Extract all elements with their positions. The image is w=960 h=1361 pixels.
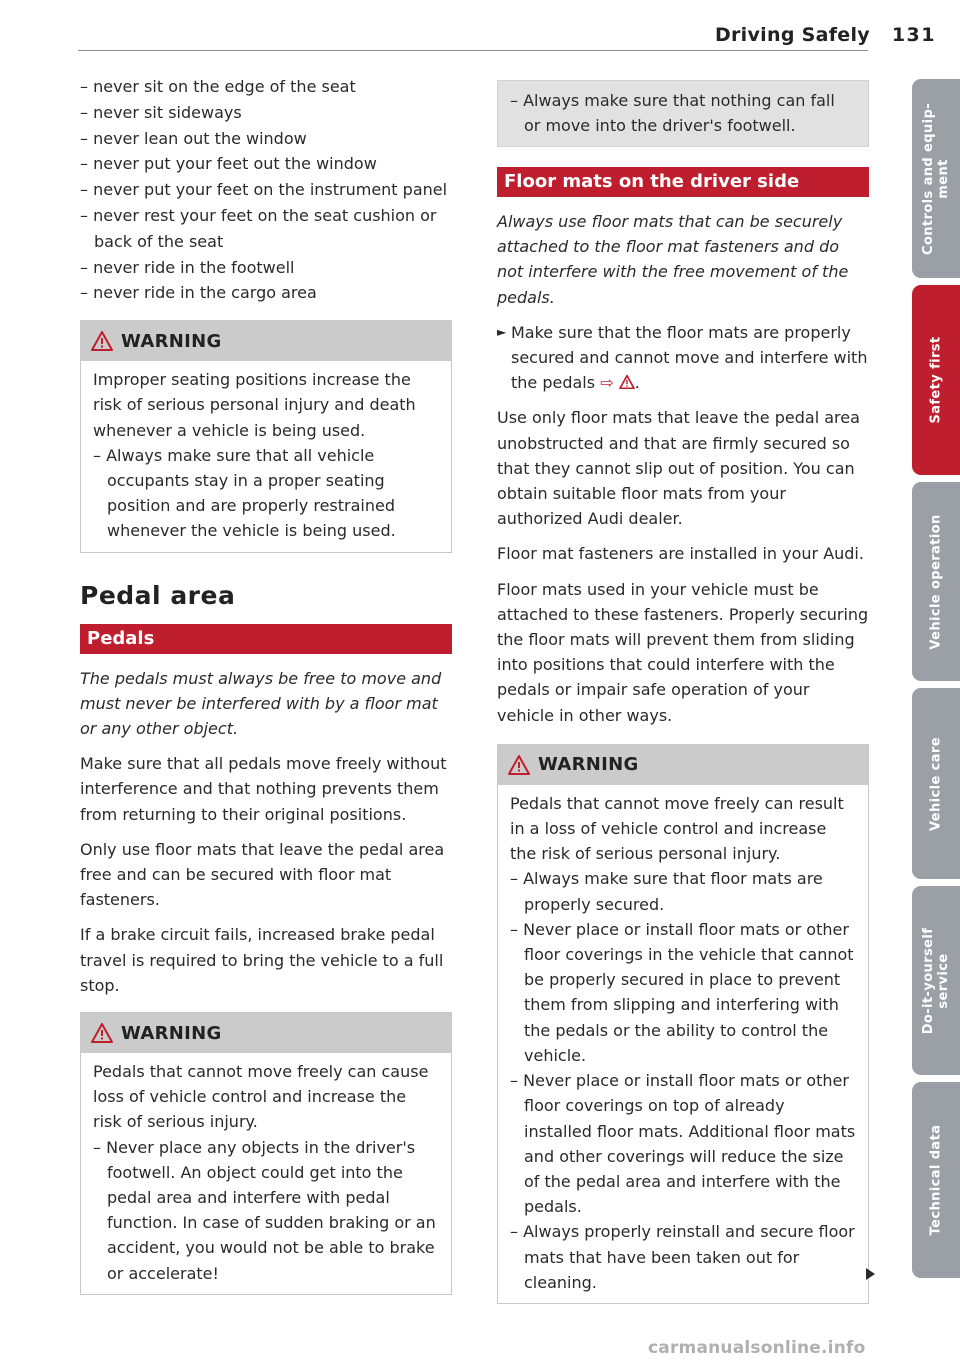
paragraph: If a brake circuit fails, increased brake pedal travel is required to bring the vehicle to a full stop. (80, 925, 444, 995)
warning-text: Pedals that cannot move freely can result in a loss of vehicle control and increase the risk of serious personal injury. (510, 793, 844, 864)
watermark: carmanualsonline.info (648, 1338, 866, 1358)
warning-box-floor-mats (497, 744, 869, 1304)
page-number: 131 (891, 24, 936, 46)
warning-triangle-icon (91, 331, 113, 351)
header-rule (78, 50, 868, 51)
warning-text: Pedals that cannot move freely can cause loss of vehicle control and increase the risk of serious injury. (93, 1062, 429, 1132)
list-item: – Always make sure that nothing can fall or move into the driver's footwell. (510, 89, 856, 138)
warning-header (81, 321, 451, 361)
tab-label: Technical data (928, 1124, 944, 1236)
chapter-heading: Pedal area (80, 580, 236, 610)
warning-title: WARNING (121, 1022, 222, 1044)
list-item: – Never place or install floor mats or other floor coverings in the vehicle that cannot be properly secured in place to prevent them from slipping and interfering with the pedals or the ability to control the vehicle. (510, 917, 856, 1068)
warning-body (81, 361, 451, 551)
list-item: – never sit sideways (80, 100, 452, 126)
warning-list (510, 866, 856, 1294)
tab-label: Safety first (928, 336, 944, 424)
warning-box-seating (80, 320, 452, 552)
continued-warning-box (497, 80, 869, 147)
reference-arrow-icon: ⇨ (600, 373, 614, 393)
list-item: – Never place or install floor mats or other floor coverings on top of already installed floor mats. Additional floor mats and other coverings will reduce the size of the pedal area and interfere with the pedals. (510, 1068, 856, 1219)
warning-list (93, 1135, 439, 1286)
list-item: – Always make sure that all vehicle occupants stay in a proper seating position and are properly restrained whenever the vehicle is being used. (93, 443, 439, 544)
tab-label: Controls and equip- ment (921, 102, 951, 255)
tab-safety-first[interactable] (912, 285, 960, 475)
list-item: – Always make sure that floor mats are properly secured. (510, 866, 856, 916)
paragraph: Floor mats used in your vehicle must be attached to these fasteners. Properly securing the floor mats will prevent them from sliding into positions that could interfere with the pedals or impair safe operation of your vehicle in other ways. (497, 579, 869, 725)
list-item: – never sit on the edge of the seat (80, 74, 452, 100)
paragraph: Make sure that all pedals move freely without interference and that nothing prevents them from returning to their original positions. (80, 754, 447, 824)
right-column (497, 80, 869, 1324)
warning-title: WARNING (121, 330, 222, 352)
warning-box-pedals (80, 1012, 452, 1295)
warning-list (93, 443, 439, 544)
warning-triangle-icon (91, 1023, 113, 1043)
list-item: – Never place any objects in the driver's footwell. An object could get into the pedal area and interfere with pedal function. In case of sudden braking or an accident, you would not be able to brake or accelerate! (93, 1135, 439, 1286)
section-bar-pedals: Pedals (80, 624, 452, 654)
tab-do-it-yourself-service[interactable] (912, 886, 960, 1075)
warning-body (498, 785, 868, 1303)
chapter-tabs (912, 79, 960, 1285)
warning-header (81, 1013, 451, 1053)
tab-vehicle-operation[interactable] (912, 482, 960, 681)
action-text: Make sure that the floor mats are properly secured and cannot move and interfere with the pedals (511, 322, 868, 393)
warning-triangle-icon (508, 755, 530, 775)
tab-technical-data[interactable] (912, 1082, 960, 1278)
warning-triangle-icon (619, 375, 635, 389)
running-header-section: Driving Safely (714, 24, 870, 46)
list-item: – never put your feet on the instrument panel (80, 177, 452, 203)
continued-list (510, 89, 856, 138)
intro-italic: The pedals must always be free to move and must never be interfered with by a floor mat or any other object. (80, 668, 442, 738)
list-item: – never ride in the cargo area (80, 280, 452, 306)
action-step: ► Make sure that the floor mats are properly secured and cannot move and interfere with the pedals ⇨ . (497, 320, 869, 396)
paragraph: Floor mat fasteners are installed in your Audi. (497, 544, 864, 564)
warning-body (81, 1053, 451, 1294)
list-item: – never lean out the window (80, 126, 452, 152)
warning-header (498, 745, 868, 785)
paragraph: Use only floor mats that leave the pedal area unobstructed and that are firmly secured so that they cannot slip out of position. You can obtain suitable floor mats from your authorized Audi dealer. (497, 408, 860, 529)
list-item: – never rest your feet on the seat cushion or back of the seat (80, 203, 452, 255)
tab-label: Vehicle care (928, 736, 944, 831)
tab-controls-and-equipment[interactable] (912, 79, 960, 278)
list-item: – never put your feet out the window (80, 151, 452, 177)
seating-rules-list (80, 74, 452, 306)
continued-arrow-icon (866, 1268, 875, 1280)
tab-label: Vehicle operation (928, 513, 944, 650)
tab-vehicle-care[interactable] (912, 688, 960, 879)
warning-text: Improper seating positions increase the risk of serious personal injury and death whenever a vehicle is being used. (93, 370, 416, 440)
list-item: – Always properly reinstall and secure floor mats that have been taken out for cleaning. (510, 1219, 856, 1295)
section-bar-floor-mats: Floor mats on the driver side (497, 167, 869, 197)
left-column (80, 74, 452, 1315)
play-bullet-icon: ► (497, 324, 507, 339)
intro-italic: Always use floor mats that can be securely attached to the floor mat fasteners and do not interfere with the free movement of the pedals. (497, 212, 849, 307)
warning-title: WARNING (538, 754, 639, 776)
tab-label: Do-it-yourself service (921, 927, 951, 1034)
list-item: – never ride in the footwell (80, 255, 452, 281)
paragraph: Only use floor mats that leave the pedal area free and can be secured with floor mat fasteners. (80, 839, 445, 910)
